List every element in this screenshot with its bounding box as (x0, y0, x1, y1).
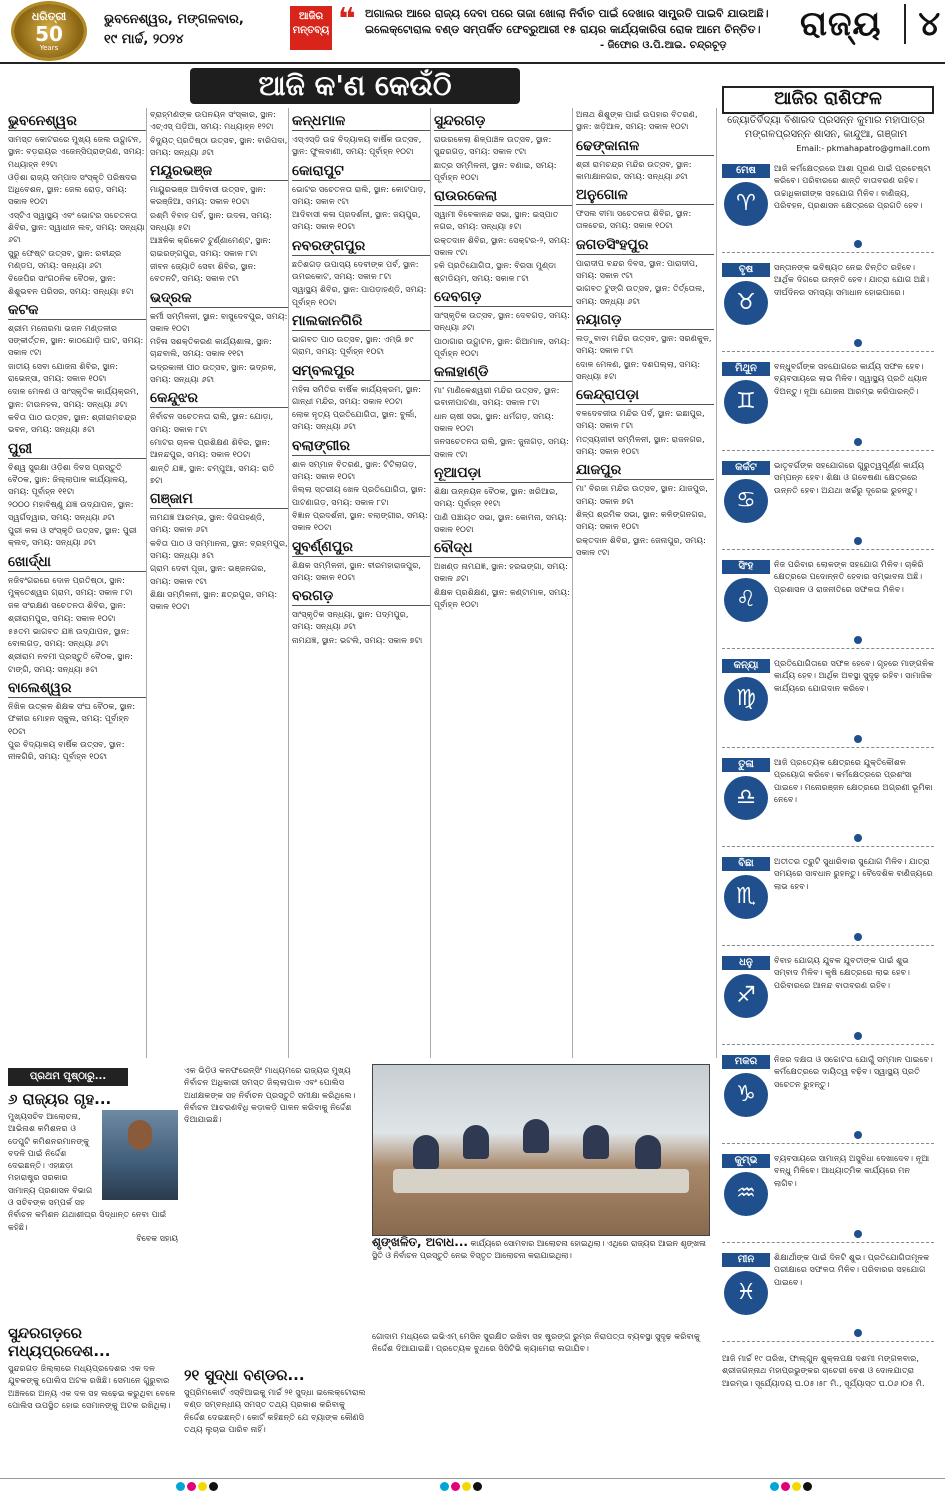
zodiac-sign-entry (722, 952, 934, 1045)
zodiac-name: ବିଛା (722, 857, 770, 871)
district-heading: ସମ୍ବଲପୁର (292, 362, 430, 381)
district-heading: କେନ୍ଦ୍ରାପଡ଼ା (576, 386, 714, 405)
event-item: ଶିକ୍ଷା ସମ୍ମିଳନୀ, ସ୍ଥାନ: ଛତ୍ରପୁର, ସମୟ: ସକାଳ ୧୦ଟା (150, 588, 278, 612)
event-item: ଅନାଥ ଶିଶୁଙ୍କ ପାଇଁ ଉପହାର ବିତରଣ, ସ୍ଥାନ: ଖଡ଼ିଆଳ, ସମୟ: ସକାଳ ୧୦ଟା (576, 109, 698, 132)
registration-dots-icon (770, 1482, 812, 1491)
district-heading: କଟକ (8, 301, 146, 320)
zodiac-name: ମିଥୁନ (722, 362, 770, 376)
zodiac-symbol-icon: ♌ (724, 578, 768, 622)
district-heading: ବଲାଙ୍ଗୀର (292, 437, 430, 456)
event-item: ଶାଳ ସମ୍ମାନ ବିତରଣ, ସ୍ଥାନ: ଟିଟିଲାଗଡ଼, ସମୟ: ସକାଳ ୧୦ଟା (292, 458, 417, 482)
print-marks (0, 1478, 945, 1498)
dateline-place: ଭୁବନେଶ୍ୱର, ମଙ୍ଗଳବାର, (104, 12, 244, 27)
event-item: ମତ୍ସ୍ୟଜୀବୀ ସମ୍ମିଳନୀ, ସ୍ଥାନ: ରାଜନଗର, ସମୟ: ସକାଳ ୧୦ଟା (576, 433, 705, 457)
photo-name: ବିବେକ ସହାୟ (136, 1233, 178, 1243)
zodiac-prediction: ନିଜ ପରିବାର ଲୋକଙ୍କ ସହଯୋଗ ମିଳିବ। ଚାକିରି କ୍ଷେତ୍ରରେ ପଦୋନ୍ନତି ହେବାର ସମ୍ଭାବନା ଅଛି। ପ୍ରଶାସନ ଓ ରାଜନୀତିରେ ସଫଳତା ମିଳିବ। (774, 559, 924, 594)
zodiac-sign-entry (722, 358, 934, 451)
district-heading: ରାଉରକେଲା (434, 187, 572, 206)
district-heading: ବୌଦ୍ଧ (434, 539, 572, 558)
event-item: ସାଂସ୍କୃତିକ ସନ୍ଧ୍ୟା, ସ୍ଥାନ: ପଦ୍ମପୁର, ସମୟ: ସନ୍ଧ୍ୟା ୬ଟା (292, 609, 409, 632)
person-figure (583, 1125, 609, 1159)
event-item: ଆଞ୍ଚଳିକ କ୍ରିକେଟ ଟୁର୍ଣ୍ଣାମେଣ୍ଟ, ସ୍ଥାନ: ରାଇରଙ୍ଗପୁର, ସମୟ: ସକାଳ ୮ଟା (150, 235, 271, 258)
story-column-2 (184, 1064, 366, 1364)
astrologer-email: Email:- pkmahapatro@gmail.com (796, 144, 930, 153)
column-divider (288, 108, 289, 1058)
district-heading: ନୂଆପଡ଼ା (434, 464, 572, 483)
divider-dot-icon (854, 1329, 862, 1337)
events-column (292, 108, 430, 1058)
event-item: ଲଡ଼ୁବାବା ମନ୍ଦିର ଉତ୍ସବ, ସ୍ଥାନ: ସରଣକୁଳ, ସମୟ: ସକାଳ ୮ଟା (576, 332, 712, 356)
event-item: ଜାତୀୟ ସେବା ଯୋଜନା ଶିବିର, ସ୍ଥାନ: ରାଭେନ୍ସା, ସମୟ: ସକାଳ ୧୦ଟା (8, 360, 118, 384)
event-item: ପାରାଦୀପ ବନ୍ଦର ଦିବସ, ସ୍ଥାନ: ପାରାଦୀପ, ସମୟ: ସକାଳ ୯ଟା (576, 257, 698, 281)
zodiac-prediction: ଶିକ୍ଷାର୍ଥୀଙ୍କ ପାଇଁ ଦିନଟି ଶୁଭ। ପ୍ରତିଯୋଗିତାମୂଳକ ପରୀକ୍ଷାରେ ସଫଳତା ମିଳିବ। ପରିବାରର ସହଯୋଗ ପାଇବେ। (774, 1252, 930, 1287)
zodiac-name: ବୃଷ (722, 263, 770, 277)
zodiac-prediction: ପ୍ରତିଯୋଗିତାରେ ସଫଳ ହେବେ। ଗୃହରେ ମାଙ୍ଗଳିକ କାର୍ଯ୍ୟ ହେବ। ଆର୍ଥିକ ଅବସ୍ଥା ସୁଦୃଢ଼ ରହିବ। ସାମାଜିକ କାର୍ଯ୍ୟରେ ଯୋଗଦାନ କରିବେ। (774, 658, 934, 693)
event-item: ହକି ପ୍ରତିଯୋଗିତା, ସ୍ଥାନ: ବିରସା ମୁଣ୍ଡା ଷ୍ଟାଡିୟମ, ସମୟ: ସକାଳ ୮ଟା (434, 260, 557, 283)
event-item: ପୁରୀ କଳା ଓ ସଂସ୍କୃତି ଉତ୍ସବ, ସ୍ଥାନ: ପୁରୀ କ୍ଲବ୍, ସମୟ: ସନ୍ଧ୍ୟା ୬ଟା (8, 525, 137, 548)
event-item: ଧାନ ଚାଷୀ ସଭା, ସ୍ଥାନ: ଧର୍ମଗଡ଼, ସମୟ: ସକାଳ ୧୦ଟା (434, 410, 554, 434)
column-divider (572, 108, 573, 1058)
event-item: ନିର୍ବାଚନ ସଚେତନତା ରାଲି, ସ୍ଥାନ: ଯୋଡ଼ା, ସମୟ: ସକାଳ ୮ଟା (150, 411, 274, 434)
story-body: ସୁପ୍ରିମକୋର୍ଟ ଏସ୍‌ବିଆଇକୁ ମାର୍ଚ୍ଚ ୨୧ ସୁଦ୍ଧା ଇଲେକ୍ଟୋରାଲ ବଣ୍ଡ ସମ୍ବନ୍ଧୀୟ ସମସ୍ତ ତଥ୍ୟ ପ୍ରକାଶ କରିବାକୁ ନିର୍ଦ୍ଦେଶ ଦେଇଛନ୍ତି। କୋର୍ଟ କହିଛନ୍ତି ଯେ ବ୍ୟାଙ୍କ କୌଣସି ତଥ୍ୟ ଲୁଚାଇ ପାରିବ ନାହିଁ। (184, 1387, 366, 1434)
zodiac-name: କର୍କଟ (722, 461, 770, 475)
event-item: ନାମଯଜ୍ଞ ଆରମ୍ଭ, ସ୍ଥାନ: ଦିଗପହଣ୍ଡି, ସମୟ: ସକାଳ ୬ଟା (150, 512, 265, 535)
person-photo (102, 1110, 178, 1200)
zodiac-prediction: ବିବାହ ଯୋଗ୍ୟ ଯୁବକ ଯୁବତୀଙ୍କ ପାଇଁ ଶୁଭ ସମ୍ବାଦ ମିଳିବ। କୃଷି କ୍ଷେତ୍ରରେ ଲାଭ ହେବ। ପରିବାରରେ ଆନନ୍ଦ ବାତାବରଣ ରହିବ। (774, 955, 910, 990)
logo-brand: ଧରିତ୍ରୀ (31, 10, 67, 23)
district-heading: ସୁନ୍ଦରଗଡ଼ (434, 112, 572, 131)
event-item: ଶ୍ରୀ ରାମଚନ୍ଦ୍ର ମନ୍ଦିର ଉତ୍ସବ, ସ୍ଥାନ: କାମାକ୍ଷାନଗର, ସମୟ: ସନ୍ଧ୍ୟା ୬ଟା (576, 158, 692, 181)
district-heading: ଖୋର୍ଦ୍ଧା (8, 553, 146, 572)
dateline (104, 10, 244, 50)
zodiac-name: ତୁଳା (722, 758, 770, 772)
zodiac-prediction: ବନ୍ଧୁବର୍ଗଙ୍କ ସହଯୋଗରେ କାର୍ଯ୍ୟ ସଫଳ ହେବ। ବ୍ୟବସାୟରେ ଲାଭ ମିଳିବ। ସ୍ୱାସ୍ଥ୍ୟ ପ୍ରତି ଧ୍ୟାନ ଦିଅନ୍ତୁ। ନୂଆ ଯୋଜନା ଆରମ୍ଭ କରିପାରନ୍ତି। (774, 361, 928, 396)
zodiac-sign-entry (722, 655, 934, 748)
zodiac-prediction: ନିଜର ଦକ୍ଷତା ଓ ସଚ୍ଚୋଟତା ଯୋଗୁଁ ସମ୍ମାନ ପାଇବେ। କର୍ମକ୍ଷେତ୍ରରେ ଦାୟିତ୍ୱ ବଢ଼ିବ। ସ୍ୱାସ୍ଥ୍ୟ ପ୍ରତି ସଚେତନ ରୁହନ୍ତୁ। (774, 1054, 933, 1089)
events-banner: ଆଜି କ'ଣ କେଉଁଠି (190, 68, 520, 104)
district-heading: ପୁରୀ (8, 440, 146, 459)
events-column (150, 108, 288, 1058)
zodiac-symbol-icon: ♑ (724, 1073, 768, 1117)
story-bond (184, 1366, 366, 1476)
zodiac-prediction: ଭାତୃବର୍ଗଙ୍କ ସହଯୋଗରେ ଗୁରୁତ୍ୱପୂର୍ଣ୍ଣ କାର୍ଯ୍ୟ ସମ୍ପନ୍ନ ହେବ। ଶିକ୍ଷା ଓ ଗବେଷଣା କ୍ଷେତ୍ରରେ ଉନ୍ନତି ହେବ। ଅଯଥା ଖର୍ଚ୍ଚରୁ ଦୂରେଇ ରୁହନ୍ତୁ। (774, 460, 925, 495)
event-item: ପାଠାଗାର ଉଦ୍ଘାଟନ, ସ୍ଥାନ: ରିଆମାଳ, ସମୟ: ପୂର୍ବାହ୍ନ ୧୦ଟା (434, 335, 570, 358)
divider-dot-icon (854, 1230, 862, 1238)
divider-dot-icon (854, 636, 862, 644)
divider-dot-icon (854, 1032, 862, 1040)
event-item: ନିଖିଳ ଉତ୍କଳ ଶିକ୍ଷକ ସଂଘ ବୈଠକ, ସ୍ଥାନ: ଫକୀର ମୋହନ ସ୍କୁଲ, ସମୟ: ପୂର୍ବାହ୍ନ ୧୦ଟା (8, 700, 136, 736)
event-item: ଶ୍ରୀମ ମନୋରମା ଭଜନ ମଣ୍ଡଳୀର ସଙ୍କୀର୍ତ୍ତନ, ସ୍ଥାନ: କାଠଯୋଡ଼ି ଘାଟ, ସମୟ: ସକାଳ ୯ଟା (8, 322, 144, 358)
section-name: ରାଜ୍ୟ (800, 4, 882, 44)
events-column (576, 108, 714, 1058)
event-item: ସ୍ୱାମୀ ବିବେକାନନ୍ଦ ସଭା, ସ୍ଥାନ: ଇସ୍ପାତ ନଗର, ସମୟ: ସନ୍ଧ୍ୟା ୫ଟା (434, 209, 559, 232)
event-item: କର୍ମୀ ସମ୍ମିଳନୀ, ସ୍ଥାନ: ବାସୁଦେବପୁର, ସମୟ: ସକାଳ ୧୦ଟା (150, 310, 288, 333)
column-divider (146, 108, 147, 1058)
person-face-icon (128, 1120, 152, 1150)
zodiac-sign-entry (722, 853, 934, 946)
event-item: ଶ୍ରୀରାମ ନବମୀ ପ୍ରସ୍ତୁତି ବୈଠକ, ସ୍ଥାନ: ଟାଙ୍ଗି, ସମୟ: ସନ୍ଧ୍ୟା ୫ଟା (8, 651, 133, 674)
event-item: ବିଦ୍ୟୁତ୍‌ ପ୍ରତିଷ୍ଠା ଉତ୍ସବ, ସ୍ଥାନ: ବାରିପଦା, ସମୟ: ସନ୍ଧ୍ୟା ୬ଟା (150, 134, 288, 157)
event-item: ଶିକ୍ଷକ ସମ୍ମିଳନୀ, ସ୍ଥାନ: ବୀରମହାରାଜପୁର, ସମୟ: ସକାଳ ୧୦ଟା (292, 559, 422, 582)
zodiac-name: ସିଂହ (722, 560, 770, 574)
district-heading: ଗଞ୍ଜାମ (150, 490, 288, 509)
event-item: ନାମଯଜ୍ଞ, ସ୍ଥାନ: ଭଟଲି, ସମୟ: ସକାଳ ୭ଟା (292, 634, 423, 645)
divider-dot-icon (854, 834, 862, 842)
zodiac-sign-entry (722, 556, 934, 649)
event-item: ମା' ମାଣିକେଶ୍ୱରୀ ମନ୍ଦିର ଉତ୍ସବ, ସ୍ଥାନ: ଭବାନୀପାଟଣା, ସମୟ: ସକାଳ ୮ଟା (434, 385, 560, 408)
district-heading: ଦେବଗଡ଼ (434, 288, 572, 307)
story-title: ସୁନ୍ଦରଗଡ଼ରେ ମଧ୍ୟପ୍ରଦେଶ... (8, 1324, 111, 1360)
event-item: କବିତା ପାଠ ଓ ସମ୍ମାନନା, ସ୍ଥାନ: ବ୍ରହ୍ମପୁର, ସମୟ: ସନ୍ଧ୍ୟା ୫ଟା (150, 537, 288, 561)
event-item: ଏସ୍‌ଟିଏ ସ୍ୱାସ୍ଥ୍ୟ ଏବଂ ଭୋଟର ସଚେତନତା ଶିବିର, ସ୍ଥାନ: ସ୍ୱାଧୀନ ଲବ୍, ସମୟ: ସନ୍ଧ୍ୟା ୬ଟା (8, 209, 145, 245)
event-item: ଏସ୍‌ଏସ୍‌ଡି ଉଚ୍ଚ ବିଦ୍ୟାଳୟ ବାର୍ଷିକ ଉତ୍ସବ, ସ୍ଥାନ: ଫୁଲବାଣୀ, ସମୟ: ପୂର୍ବାହ୍ନ ୧୦ଟା (292, 134, 422, 157)
quote-attribution: - ଜିଫୋର ଓ.ପି.ଆଇ. ଚନ୍ଦ୍ରଚୂଡ଼ (600, 40, 727, 51)
rashifal-banner: ଆଜିର ରାଶିଫଳ (722, 86, 934, 114)
event-item: ପୁର ବିଦ୍ୟାଳୟ ବାର୍ଷିକ ଉତ୍ସବ, ସ୍ଥାନ: ନୀଳଗିରି, ସମୟ: ପୂର୍ବାହ୍ନ ୧୦ଟା (8, 738, 125, 762)
zodiac-symbol-icon: ♏ (724, 875, 768, 919)
event-item: ଫସଲ ବୀମା ସଚେତନତା ଶିବିର, ସ୍ଥାନ: ତାଳଚେର, ସମୟ: ସକାଳ ୧୦ଟା (576, 208, 692, 231)
quote-mark-icon: ❝ (338, 2, 356, 37)
district-heading: ଯାଜପୁର (576, 461, 714, 480)
person-figure (463, 1125, 489, 1159)
person-figure (523, 1119, 549, 1153)
zodiac-symbol-icon: ♈ (724, 182, 768, 226)
district-heading: ଭୁବନେଶ୍ୱର (8, 112, 146, 131)
meeting-photo (372, 1064, 710, 1236)
district-heading: କଳାହାଣ୍ଡି (434, 363, 572, 382)
astrologer-credit (722, 114, 930, 142)
story-state-home (8, 1090, 178, 1322)
zodiac-sign-entry (722, 259, 934, 352)
event-item: ଭାଗବତ ଟୁଙ୍ଗି ଉତ୍ସବ, ସ୍ଥାନ: ତିର୍ତ୍ତୋଲ, ସମୟ: ସନ୍ଧ୍ୟା ୬ଟା (576, 283, 705, 306)
event-item: ବିଜ୍ଞାନ ପ୍ରଦର୍ଶନୀ, ସ୍ଥାନ: ବଲାଙ୍ଗୀର, ସମୟ: ସକାଳ ୧୦ଟା (292, 509, 428, 533)
event-item: ଶିଳ୍ପ ଶ୍ରମିକ ସଭା, ସ୍ଥାନ: କଳିଙ୍ଗନଗର, ସମୟ: ସକାଳ ୧୦ଟା (576, 508, 707, 532)
district-heading: ଭଦ୍ରକ (150, 289, 288, 308)
event-item: ମହିଳା ସଶକ୍ତିକରଣ କାର୍ଯ୍ୟଶାଳା, ସ୍ଥାନ: ଚାନ୍ଦବାଲି, ସମୟ: ସକାଳ ୧୧ଟା (150, 336, 272, 359)
district-heading: କେନ୍ଦୁଝର (150, 389, 288, 408)
event-item: ୨୦୦୦ ମହାବିଷ୍ଣୁ ଯଜ୍ଞ ଉଦ୍ଯାପନ, ସ୍ଥାନ: ସ୍ୱର୍ଗଦ୍ୱାର, ସମୟ: ସନ୍ଧ୍ୟା ୬ଟା (8, 499, 134, 522)
event-item: ବଳଦେବଜୀଉ ମନ୍ଦିର ପର୍ବ, ସ୍ଥାନ: ଇଛାପୁର, ସମୟ: ସକାଳ ୮ଟା (576, 408, 705, 431)
front-page-label: ପ୍ରଥମ ପୃଷ୍ଠାରୁ... (8, 1068, 128, 1086)
district-heading: ଜଗତସିଂହପୁର (576, 236, 714, 255)
district-heading: ନବରଙ୍ଗପୁର (292, 237, 430, 256)
district-heading: କୋରାପୁଟ (292, 162, 430, 181)
district-heading: ଅନୁଗୋଳ (576, 186, 714, 205)
zodiac-name: ମେଷ (722, 164, 770, 178)
event-item: ମାୟୁରଭଞ୍ଜ ଆଦିବାସୀ ଉତ୍ସବ, ସ୍ଥାନ: କରଞ୍ଜିଆ, ସମୟ: ସକାଳ ୧୦ଟା (150, 184, 266, 207)
story-body: ଏକ ଭିଡ଼ିଓ କନଫରେନ୍ସିଂ ମାଧ୍ୟମରେ ରାଜ୍ୟର ମୁଖ୍ୟ ନିର୍ବାଚନ ଅଧିକାରୀ ସମସ୍ତ ଜିଲ୍ଲାପାଳ ଏବଂ ପୋଲିସ ଅଧୀକ୍ଷକଙ୍କ ସହ ନିର୍ବାଚନ ପ୍ରସ୍ତୁତି ସମୀକ୍ଷା କରିଥିଲେ। ନିର୍ବାଚନ ଆଚରଣବିଧି କଡ଼ାକଡ଼ି ପାଳନ କରିବାକୁ ନିର୍ଦ୍ଦେଶ ଦିଆଯାଇଛି। (184, 1065, 356, 1125)
newspaper-logo (14, 4, 84, 58)
event-item: ରକ୍ତଦାନ ଶିବିର, ସ୍ଥାନ: ସେକ୍ଟର-୨, ସମୟ: ସକାଳ ୯ଟା (434, 234, 570, 258)
zodiac-symbol-icon: ♉ (724, 281, 768, 325)
district-heading: ମୟୂରଭଞ୍ଜ (150, 162, 288, 181)
divider-dot-icon (854, 933, 862, 941)
event-item: ଜଳ ସଂରକ୍ଷଣ ସଚେତନତା ଶିବିର, ସ୍ଥାନ: ଶ୍ରୀରାମପୁର, ସମୟ: ସକାଳ ୧୦ଟା (8, 600, 126, 623)
registration-dots-icon (176, 1482, 218, 1491)
zodiac-sign-entry (722, 160, 934, 253)
zodiac-prediction: ଅତୀତର ତ୍ରୁଟି ସୁଧାରିବାର ସୁଯୋଗ ମିଳିବ। ଯାତ୍ରା ସମୟରେ ସାବଧାନ ରୁହନ୍ତୁ। ବୈଦେଶିକ ବାଣିଜ୍ୟରେ ଲାଭ ହେବ। (774, 856, 933, 891)
event-item: ଓଡ଼ିଶା ରାଜ୍ୟ ସମ୍ପାଦ ସଂସ୍କୃତି ପରିଷଦର ଅଧିବେଶନ, ସ୍ଥାନ: ଜେଲ ରୋଡ଼, ସମୟ: ସକାଳ ୧୦ଟା (8, 171, 137, 207)
almanac-note: ଆଜି ମାର୍ଚ୍ଚ ୧୯ ତାରିଖ, ଫାଲ୍ଗୁନ ଶୁକ୍ଲପକ୍ଷ ଦଶମୀ ମଙ୍ଗଳବାର, ଶ୍ରୀଜଗନ୍ନାଥ ମହାପ୍ରଭୁଙ୍କର ଚାଚେରୀ ବେଶ ଓ ଦୋଳଯାତ୍ରା ଆରମ୍ଭ। ସୂର୍ଯ୍ୟୋଦୟ ଘ.୦୫।୫୮ ମି., ସୂର୍ଯ୍ୟାସ୍ତ ଘ.୦୬।୦୫ ମି. (722, 1353, 925, 1388)
story-body: ସୁନ୍ଦରଗଡ଼ ଜିଲ୍ଲାରେ ମଧ୍ୟପ୍ରଦେଶର ଏକ ଦଳ ଯୁବକଙ୍କୁ ପୋଲିସ ଅଟକ ରଖିଛି। ସେମାନେ ଗୁରୁବାର ଅଞ୍ଚଳରେ ଅନ୍ୟ ଏକ ଦଳ ସହ ଲଢ଼େଇ କରୁଥିବା ବେଳେ ପୋଲିସ ଉପସ୍ଥିତ ହୋଇ ସେମାନଙ୍କୁ ଅଟକ ରଖିଥିଲା। (8, 1363, 176, 1410)
story-title: ୬ ରାଜ୍ୟର ଗୃହ... (8, 1090, 112, 1108)
event-item: ଛାତ୍ର ସମ୍ମିଳନୀ, ସ୍ଥାନ: ବଣାଇ, ସମୟ: ପୂର୍ବାହ୍ନ ୧୦ଟା (434, 159, 557, 182)
event-item: ମା' ବିରଜା ମନ୍ଦିର ଉତ୍ସବ, ସ୍ଥାନ: ଯାଜପୁର, ସମୟ: ସକାଳ ୭ଟା (576, 483, 708, 506)
event-item: ଭାଗବତ ପାଠ ଉତ୍ସବ, ସ୍ଥାନ: ଏମ୍‌ଭି ୭୯ ଗ୍ରାମ, ସମୟ: ପୂର୍ବାହ୍ନ ୧୦ଟା (292, 333, 414, 357)
zodiac-symbol-icon: ♓ (724, 1271, 768, 1315)
zodiac-symbol-icon: ♋ (724, 479, 768, 523)
event-item: ସ୍ୱାସ୍ଥ୍ୟ ଶିବିର, ସ୍ଥାନ: ପାପଡ଼ାହଣ୍ଡି, ସମୟ: ପୂର୍ବାହ୍ନ ୧୦ଟା (292, 284, 427, 307)
astrologer-name: ଜ୍ୟୋତିର୍ବିଦ୍ୟା ବିଶାରଦ ପ୍ରସନ୍ନ କୁମାର ମହାପାତ୍ର (727, 115, 925, 126)
event-item: ମହିଳା ସମିତିର ବାର୍ଷିକ କାର୍ଯ୍ୟକ୍ରମ, ସ୍ଥାନ: ଗାନ୍ଧୀ ମନ୍ଦିର, ସମୟ: ସକାଳ ୧୦ଟା (292, 383, 422, 406)
story-body: ମୁଖ୍ୟସଚିବ ଆଲୋଚନା, ଆଭିନାଶ କମିଶନର ଓ ଡେପୁଟି କମିଶନରମାନଙ୍କୁ ବଦଳି ପାଇଁ ନିର୍ଦ୍ଦେଶ ଦେଇଛନ୍ତି। ଏହାଛଡ଼ା ମହାରାଷ୍ଟ୍ର ସରକାର ସାମାନ୍ୟ ପ୍ରଶାସନ ବିଭାଗ ଓ ସଚିବଙ୍କ ସମ୍ପର୍କ ସହ ନିର୍ବାଚନ କମିଶନ ଯଥାଶୀଘ୍ର ସିଦ୍ଧାନ୍ତ ନେବା ପାଇଁ କହିଛି। (8, 1111, 167, 1232)
event-item: ନଜିବଂଗରରେ ଦୋଳ ପ୍ରତିଷ୍ଠା, ସ୍ଥାନ: ମୁକ୍ତେଶ୍ୱର ଗ୍ରାମ, ସମୟ: ସକାଳ ୮ଟା (8, 574, 133, 597)
masthead (0, 0, 945, 64)
dateline-date: ୧୯ ମାର୍ଚ୍ଚ, ୨୦୨୪ (104, 32, 184, 47)
district-heading: ଢେଙ୍କାନାଳ (576, 137, 714, 156)
district-heading: ନୟାଗଡ଼ (576, 311, 714, 330)
event-item: ଜୀବନ ଜ୍ୟୋତି ସେବା ଶିବିର, ସ୍ଥାନ: ବେତନଟି, ସମୟ: ସକାଳ ୯ଟା (150, 260, 257, 284)
person-figure (635, 1135, 661, 1169)
divider-dot-icon (854, 438, 862, 446)
zodiac-symbol-icon: ♒ (724, 1172, 768, 1216)
event-item: ଜିଲ୍ଲା ସ୍ତରୀୟ ଖେଳ ପ୍ରତିଯୋଗିତା, ସ୍ଥାନ: ପାଟଣାଗଡ଼, ସମୟ: ସକାଳ ୮ଟା (292, 484, 427, 507)
zodiac-symbol-icon: ♐ (724, 974, 768, 1018)
event-item: ସୁରୁ ଫେଷ୍ଟ ଉତ୍ସବ, ସ୍ଥାନ: ରବୀନ୍ଦ୍ର ମଣ୍ଡପ, ସମୟ: ସନ୍ଧ୍ୟା ୬ଟା (8, 247, 122, 270)
quote-text: ଅଗାଲର ଆରେ ରାଜ୍ୟ ଦେବା ପରେ ତାଜା ଖୋଲା ନିର୍ବାଚ ପାଇଁ ଦେଖାର ସାମ୍ପ୍ରତି ପାଇବି ଯାଉଅଛି। ଇଲେକ୍ଟୋରାଲ ବଣ୍ଡ ସମ୍ପର୍କିତ ଫେବ୍ରୁଆରୀ ୧୫ ରାୟର କାର୍ଯ୍ୟକାରିତା ରୋକ ଆମେ ଚିନ୍ତିତ। (365, 7, 769, 36)
divider-dot-icon (854, 339, 862, 347)
zodiac-name: ମକର (722, 1055, 770, 1069)
events-column (8, 108, 146, 1058)
zodiac-name: ମୀନ (722, 1253, 770, 1267)
photo-caption (372, 1236, 708, 1262)
event-item: ଭଦ୍ରକାଳୀ ପୀଠ ଉତ୍ସବ, ସ୍ଥାନ: ଭଦ୍ରକ, ସମୟ: ସନ୍ଧ୍ୟା ୬ଟା (150, 361, 277, 385)
event-item: ବିଜେପିର ସାଂଗଠନିକ ବୈଠକ, ସ୍ଥାନ: ଶିଶୁଭବନ ପରିସର, ସମୟ: ସନ୍ଧ୍ୟା ୫ଟା (8, 273, 134, 296)
zodiac-prediction: ଆଜି ପ୍ରତ୍ୟେକ କ୍ଷେତ୍ରରେ ଯୁକ୍ତିକୌଶଳ ପ୍ରୟୋଗ କରିବେ। କର୍ମକ୍ଷେତ୍ରରେ ପ୍ରଶଂସା ପାଇବେ। ମନୋରଞ୍ଜନ କ୍ଷେତ୍ରରେ ଅଗ୍ରଣୀ ଭୂମିକା ନେବେ। (774, 757, 933, 804)
district-heading: ବରଗଡ଼ (292, 587, 430, 606)
event-item: ପାଣି ପଞ୍ଚାୟତ ସଭା, ସ୍ଥାନ: କୋମନା, ସମୟ: ସକାଳ ୧୦ଟା (434, 511, 567, 534)
zodiac-symbol-icon: ♎ (724, 776, 768, 820)
astrologer-address: ମଙ୍ଗଳପ୍ରସନ୍ନ ଶାସନ, କାନ୍ଦୁଆ, ଗଞ୍ଜାମ (744, 129, 908, 140)
event-item: ଶିକ୍ଷା ଉନ୍ନୟନ ବୈଠକ, ସ୍ଥାନ: ଖରିଆର, ସମୟ: ପୂର୍ବାହ୍ନ ୧୧ଟା (434, 485, 558, 509)
divider-dot-icon (854, 1131, 862, 1139)
zodiac-name: ଧନୁ (722, 956, 770, 970)
story-sundargarh (8, 1324, 178, 1476)
events-column (434, 108, 572, 1058)
divider-dot-icon (854, 240, 862, 248)
event-item: ଆଦିବାସୀ କଳା ପ୍ରଦର୍ଶନୀ, ସ୍ଥାନ: ଜୟପୁର, ସମୟ: ସକାଳ ୧୦ଟା (292, 209, 421, 232)
zodiac-sign-entry (722, 1249, 934, 1342)
event-item: ଗ୍ରାମ ଦେବୀ ପୂଜା, ସ୍ଥାନ: ଭଞ୍ଜନଗର, ସମୟ: ସକାଳ ୯ଟା (150, 563, 267, 586)
zodiac-prediction: ସନ୍ତାନଙ୍କ ଭବିଷ୍ୟତ ନେଇ ଚିନ୍ତିତ ରହିବେ। ଆର୍ଥିକ ଦିଗରେ ଉନ୍ନତି ହେବ। ଯାତ୍ରା ଯୋଗ ଅଛି। ଦୀର୍ଘଦିନର ସମସ୍ୟା ସମାଧାନ ହୋଇପାରେ। (774, 262, 930, 297)
district-heading: ବାଲେଶ୍ୱର (8, 679, 146, 698)
column-divider (430, 108, 431, 1058)
zodiac-symbol-icon: ♍ (724, 677, 768, 721)
event-item: ଶାନ୍ତି ଯଜ୍ଞ, ସ୍ଥାନ: ଚମ୍ପୁଆ, ସମୟ: ରାତି ୭ଟା (150, 462, 275, 485)
district-heading: ସୁବର୍ଣ୍ଣପୁର (292, 538, 430, 557)
zodiac-sign-entry (722, 1051, 934, 1144)
zodiac-sign-entry (722, 457, 934, 550)
event-item: ଦୋଳ ମେଳଣ, ସ୍ଥାନ: ଦଶପଲ୍ଲା, ସମୟ: ସନ୍ଧ୍ୟା ୫ଟା (576, 358, 701, 381)
story-title: ୨୧ ସୁଦ୍ଧା ବଣ୍ଡର... (184, 1366, 305, 1384)
event-item: ମୋଟର ଚାଳକ ପ୍ରଶିକ୍ଷଣ ଶିବିର, ସ୍ଥାନ: ଆନନ୍ଦପୁର, ସମୟ: ସକାଳ ୧୦ଟା (150, 436, 271, 460)
event-item: ଛତିଶଗଡ଼ ଉପାସ୍ୟ ଦେବୀଙ୍କ ପର୍ବ, ସ୍ଥାନ: ଉମରକୋଟ, ସମୟ: ସକାଳ ୮ଟା (292, 258, 419, 282)
event-item: ୫୫ତମ ଭାଗବତ ଯଜ୍ଞ ଉଦ୍ଯାପନ, ସ୍ଥାନ: ବୋଲଗଡ଼, ସମୟ: ସନ୍ଧ୍ୟା ୬ଟା (8, 625, 130, 649)
event-item: ବ୍ରାହ୍ମଣଙ୍କ ଉପନୟନ ସଂସ୍କାର, ସ୍ଥାନ: ଏଚ୍‌ଏସ୍‌ ପଡ଼ିଆ, ସମୟ: ମଧ୍ୟାହ୍ନ ୧୨ଟା (150, 109, 276, 132)
event-item: ଲୋକ ନୃତ୍ୟ ପ୍ରତିଯୋଗିତା, ସ୍ଥାନ: ବୁର୍ଲା, ସମୟ: ସନ୍ଧ୍ୟା ୬ଟା (292, 409, 417, 432)
quote-tag: ଆଜିର ମନ୍ତବ୍ୟ (290, 6, 332, 50)
event-item: ଜନସଚେତନତା ରାଲି, ସ୍ଥାନ: ଜୁନାଗଡ଼, ସମୟ: ସକାଳ ୯ଟା (434, 436, 569, 459)
district-heading: ମାଲକାନଗିରି (292, 312, 430, 331)
event-item: କବିତା ପାଠ ଉତ୍ସବ, ସ୍ଥାନ: ଶ୍ରୀରାମଚନ୍ଦ୍ର ଭବନ, ସମୟ: ସନ୍ଧ୍ୟା ୫ଟା (8, 411, 137, 435)
event-item: ଅଖଣ୍ଡ ନାମଯଜ୍ଞ, ସ୍ଥାନ: ହରଭଙ୍ଗା, ସମୟ: ସକାଳ ୬ଟା (434, 561, 568, 584)
divider-dot-icon (854, 537, 862, 545)
logo-sub: Years (39, 44, 59, 52)
zodiac-name: କୁମ୍ଭ (722, 1154, 770, 1168)
event-item: ଭୋଟର ସଚେତନତା ରାଲି, ସ୍ଥାନ: କୋଟପାଡ଼, ସମୟ: ସକାଳ ୯ଟା (292, 183, 427, 206)
event-item: ଦୋଳ ମେଳଣ ଓ ସାଂସ୍କୃତିକ କାର୍ଯ୍ୟକ୍ରମ, ସ୍ଥାନ: ଟାଉନହଲ, ସମୟ: ସନ୍ଧ୍ୟା ୬ଟା (8, 386, 139, 409)
zodiac-name: କନ୍ୟା (722, 659, 770, 673)
event-item: ରାଉରକେଲା ଶିଳ୍ପାଞ୍ଚଳ ଉତ୍ସବ, ସ୍ଥାନ: ସୁନ୍ଦରଗଡ଼, ସମୟ: ସକାଳ ୯ଟା (434, 134, 552, 157)
district-heading: କନ୍ଧମାଳ (292, 112, 430, 131)
event-item: ସାଂସ୍କୃତିକ ଉତ୍ସବ, ସ୍ଥାନ: ଦେବଗଡ଼, ସମୟ: ସନ୍ଧ୍ୟା ୬ଟା (434, 309, 570, 333)
person-figure (413, 1135, 439, 1169)
caption-title: ଶୃଙ୍ଖଳିତ, ଅବାଧ... (372, 1235, 468, 1249)
column-divider (716, 108, 717, 1058)
section-title (800, 4, 941, 44)
meeting-table (393, 1169, 689, 1193)
story-strongroom (372, 1330, 708, 1476)
event-item: ରକ୍ତଦାନ ଶିବିର, ସ୍ଥାନ: ଜେନାପୁର, ସମୟ: ସକାଳ ୯ଟା (576, 534, 706, 557)
logo-years: 50 (35, 22, 63, 46)
zodiac-prediction: ଆଜି କର୍ମକ୍ଷେତ୍ରରେ ଆଶା ପୂରଣ ପାଇଁ ପ୍ରଚେଷ୍ଟା କରିବେ। ପରିବାରରେ ଶାନ୍ତି ବାତାବରଣ ରହିବ। ଉଚ୍ଚାଧିକାରୀଙ୍କ ସହଯୋଗ ମିଳିବ। ବାଣିଜ୍ୟ, ପରିବହନ, ପ୍ରଶାସନ କ୍ଷେତ୍ରରେ ପ୍ରଗତି ହେବ। (774, 163, 931, 210)
event-item: ରଶ୍ମି ବିବାହ ପର୍ବ, ସ୍ଥାନ: ଉଦଳା, ସମୟ: ସନ୍ଧ୍ୟା ୫ଟା (150, 209, 273, 233)
zodiac-prediction: ବ୍ୟବସାୟରେ ସାମାନ୍ୟ ଅସୁବିଧା ଦେଖାଦେବ। ନୂଆ ବନ୍ଧୁ ମିଳିବେ। ଆଧ୍ୟାତ୍ମିକ କାର୍ଯ୍ୟରେ ମନ ଲାଗିବ। (774, 1153, 930, 1188)
divider-dot-icon (854, 735, 862, 743)
registration-dots-icon (440, 1482, 482, 1491)
event-item: ଶିକ୍ଷକ ପ୍ରଶିକ୍ଷଣ, ସ୍ଥାନ: କଣ୍ଟାମାଳ, ସମୟ: ପୂର୍ବାହ୍ନ ୧୦ଟା (434, 586, 570, 610)
caption-body: କାର୍ଯ୍ୟରେ ସୋମବାର ଆଲୋଚନା ହୋଇଥିଲା। ଏଥିରେ ରାଜ୍ୟର ଆଇନ ଶୃଙ୍ଖଳା ସ୍ଥିତି ଓ ନିର୍ବାଚନ ପ୍ରସ୍ତୁତି ନେଇ ବିସ୍ତୃତ ଆଲୋଚନା କରାଯାଇଥିଲା। (372, 1239, 706, 1260)
page-number: ୪ (904, 4, 941, 44)
event-item: ସାମସ୍ତ କୋଟରରେ ମୁଖ୍ୟ ଜେଲ ଉଦ୍ଘାଟନ, ସ୍ଥାନ: ବଡ଼ରାୟର ଏଜେନ୍ସିପ୍ରାଙ୍ଗଣ, ସମୟ: ମଧ୍ୟାହ୍ନ ୧୨ଟା (8, 134, 145, 169)
story-body: ଗୋଦାମ ମଧ୍ୟରେ ଇଭିଏମ୍ ମେସିନ ସୁରକ୍ଷିତ ରଖିବା ସହ ଷ୍ଟ୍ରଙ୍ଗ ରୁମ୍‌ର ନିରାପତ୍ତା ବ୍ୟବସ୍ଥା ସୁଦୃଢ଼ କରିବାକୁ ନିର୍ଦ୍ଦେଶ ଦିଆଯାଇଛି। ପ୍ରତ୍ୟେକ ବୁଥରେ ସିସିଟିଭି କ୍ୟାମେରା ଲଗାଯିବ। (372, 1331, 700, 1354)
event-item: ବିଶ୍ୱ ସୁରକ୍ଷା ଓଡ଼ିଶା ଦିବସ ପ୍ରସ୍ତୁତି ବୈଠକ, ସ୍ଥାନ: ଜିଲ୍ଲାପାଳ କାର୍ଯ୍ୟାଳୟ, ସମୟ: ପୂର୍ବାହ୍ନ ୧୧ଟା (8, 461, 128, 497)
zodiac-symbol-icon: ♊ (724, 380, 768, 424)
zodiac-sign-entry (722, 754, 934, 847)
zodiac-sign-entry (722, 1150, 934, 1243)
